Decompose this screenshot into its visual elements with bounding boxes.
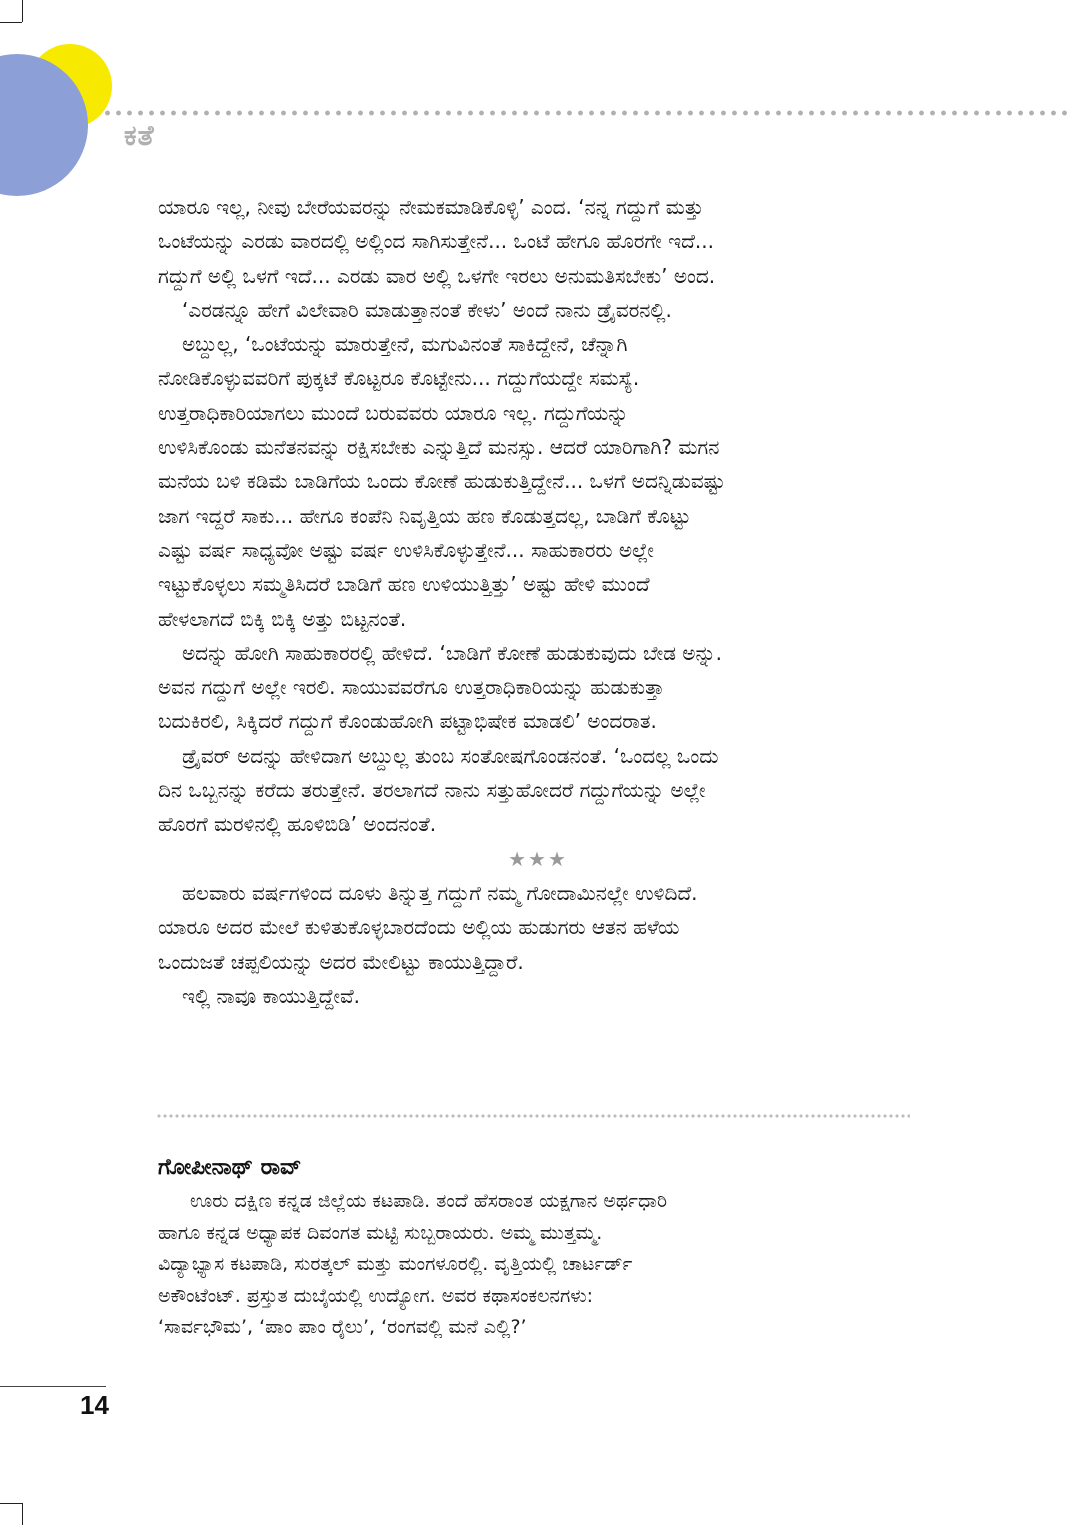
story-line: ಯಾರೂ ಇಲ್ಲ, ನೀವು ಬೇರೆಯವರನ್ನು ನೇಮಕಮಾಡಿಕೊಳ್ಳಿ’ ಎಂದ. ‘ನನ್ನ ಗದ್ದುಗೆ ಮತ್ತು bbox=[158, 195, 704, 219]
crop-mark-bottom-left-horizontal bbox=[0, 1503, 22, 1504]
story-line: ಯಾರೂ ಅದರ ಮೇಲೆ ಕುಳಿತುಕೊಳ್ಳಬಾರದೆಂದು ಅಲ್ಲಿಯ ಹುಡುಗರು ಆತನ ಹಳೆಯ bbox=[158, 915, 680, 940]
story-line: ಹೇಳಲಾಗದೆ ಬಿಕ್ಕಿ ಬಿಕ್ಕಿ ಅತ್ತು ಬಿಟ್ಟನಂತೆ. bbox=[158, 606, 407, 631]
author-dotted-rule bbox=[156, 1114, 910, 1118]
story-line: ಡ್ರೈವರ್ ಅದನ್ನು ಹೇಳಿದಾಗ ಅಬ್ದುಲ್ಲ ತುಂಬ ಸಂತೋಷಗೊಂಡನಂತೆ. ‘ಒಂದಲ್ಲ ಒಂದು bbox=[182, 743, 719, 768]
story-line: ದಿನ ಒಬ್ಬನನ್ನು ಕರೆದು ತರುತ್ತೇನೆ. ತರಲಾಗದೆ ನಾನು ಸತ್ತುಹೋದರೆ ಗದ್ದುಗೆಯನ್ನು ಅಲ್ಲೇ bbox=[158, 778, 706, 803]
story-line: ಗದ್ದುಗೆ ಅಲ್ಲಿ ಒಳಗೆ ಇದೆ... ಎರಡು ವಾರ ಅಲ್ಲಿ ಒಳಗೇ ಇರಲು ಅನುಮತಿಸಬೇಕು’ ಅಂದ. bbox=[158, 263, 716, 288]
author-bio-line: ‘ಸಾರ್ವಭೌಮ’, ‘ಪಾಂ ಪಾಂ ರೈಲು’, ‘ರಂಗವಲ್ಲಿ ಮನೆ ಎಲ್ಲಿ?’ bbox=[158, 1316, 527, 1338]
section-title: ಕತೆ bbox=[124, 119, 155, 152]
page-number: 14 bbox=[80, 1390, 109, 1420]
story-line: ಹಲವಾರು ವರ್ಷಗಳಿಂದ ದೂಳು ತಿನ್ನುತ್ತ ಗದ್ದುಗೆ ನಮ್ಮ ಗೋದಾಮಿನಲ್ಲೇ ಉಳಿದಿದೆ. bbox=[182, 880, 698, 905]
author-bio-line: ವಿದ್ಯಾಭ್ಯಾಸ ಕಟಪಾಡಿ, ಸುರತ್ಕಲ್ ಮತ್ತು ಮಂಗಳೂರಲ್ಲಿ. ವೃತ್ತಿಯಲ್ಲಿ ಚಾರ್ಟರ್ಡ್ bbox=[158, 1253, 633, 1275]
story-line: ಅವನ ಗದ್ದುಗೆ ಅಲ್ಲೇ ಇರಲಿ. ಸಾಯುವವರೆಗೂ ಉತ್ತರಾಧಿಕಾರಿಯನ್ನು ಹುಡುಕುತ್ತಾ bbox=[158, 675, 665, 700]
story-line: ಅಬ್ದುಲ್ಲ, ‘ಒಂಟೆಯನ್ನು ಮಾರುತ್ತೇನೆ, ಮಗುವಿನಂತೆ ಸಾಕಿದ್ದೇನೆ, ಚೆನ್ನಾಗಿ bbox=[182, 332, 628, 357]
author-bio bbox=[158, 1186, 918, 1344]
story-body bbox=[158, 190, 918, 1013]
story-line: ಜಾಗ ಇದ್ದರೆ ಸಾಕು... ಹೇಗೂ ಕಂಪೆನಿ ನಿವೃತ್ತಿಯ ಹಣ ಕೊಡುತ್ತದಲ್ಲ, ಬಾಡಿಗೆ ಕೊಟ್ಟು bbox=[158, 503, 691, 528]
story-line: ಉಳಿಸಿಕೊಂಡು ಮನೆತನವನ್ನು ರಕ್ಷಿಸಬೇಕು ಎನ್ನುತ್ತಿದೆ ಮನಸ್ಸು. ಆದರೆ ಯಾರಿಗಾಗಿ? ಮಗನ bbox=[158, 435, 720, 460]
author-bio-line: ಊರು ದಕ್ಷಿಣ ಕನ್ನಡ ಜಿಲ್ಲೆಯ ಕಟಪಾಡಿ. ತಂದೆ ಹೆಸರಾಂತ ಯಕ್ಷಗಾನ ಅರ್ಥಧಾರಿ bbox=[190, 1190, 668, 1212]
story-line: ಒಂಟೆಯನ್ನು ಎರಡು ವಾರದಲ್ಲಿ ಅಲ್ಲಿಂದ ಸಾಗಿಸುತ್ತೇನೆ... ಒಂಟೆ ಹೇಗೂ ಹೊರಗೇ ಇದೆ... bbox=[158, 229, 714, 254]
crop-mark-top-left-horizontal bbox=[0, 22, 22, 23]
story-line: ಬದುಕಿರಲಿ, ಸಿಕ್ಕಿದರೆ ಗದ್ದುಗೆ ಕೊಂಡುಹೋಗಿ ಪಟ್ಟಾಭಿಷೇಕ ಮಾಡಲಿ’ ಅಂದರಾತ. bbox=[158, 709, 657, 734]
crop-mark-top-left-vertical bbox=[22, 0, 23, 22]
section-separator-stars: ★★★ bbox=[508, 846, 568, 871]
author-bio-line: ಅಕೌಂಟೆಂಟ್. ಪ್ರಸ್ತುತ ದುಬೈಯಲ್ಲಿ ಉದ್ಯೋಗ. ಅವರ ಕಥಾಸಂಕಲನಗಳು: bbox=[158, 1284, 594, 1307]
author-bio-line: ಹಾಗೂ ಕನ್ನಡ ಅಧ್ಯಾಪಕ ದಿವಂಗತ ಮಟ್ಟಿ ಸುಬ್ಬರಾಯರು. ಅಮ್ಮ ಮುತ್ತಮ್ಮ. bbox=[158, 1221, 603, 1244]
author-name: ಗೋಪೀನಾಥ್ ರಾವ್ bbox=[158, 1155, 302, 1180]
story-line: ಮನೆಯ ಬಳಿ ಕಡಿಮೆ ಬಾಡಿಗೆಯ ಒಂದು ಕೋಣೆ ಹುಡುಕುತ್ತಿದ್ದೇನೆ... ಒಳಗೆ ಅದನ್ನಿಡುವಷ್ಟು bbox=[158, 469, 726, 494]
story-line: ಇಟ್ಟುಕೊಳ್ಳಲು ಸಮ್ಮತಿಸಿದರೆ ಬಾಡಿಗೆ ಹಣ ಉಳಿಯುತ್ತಿತ್ತು’ ಅಷ್ಟು ಹೇಳಿ ಮುಂದೆ bbox=[158, 572, 650, 597]
story-line: ಅದನ್ನು ಹೋಗಿ ಸಾಹುಕಾರರಲ್ಲಿ ಹೇಳಿದೆ. ‘ಬಾಡಿಗೆ ಕೋಣೆ ಹುಡುಕುವುದು ಬೇಡ ಅನ್ನು. bbox=[182, 640, 723, 665]
story-line: ಉತ್ತರಾಧಿಕಾರಿಯಾಗಲು ಮುಂದೆ ಬರುವವರು ಯಾರೂ ಇಲ್ಲ. ಗದ್ದುಗೆಯನ್ನು bbox=[158, 400, 629, 425]
header-dotted-rule bbox=[102, 110, 1072, 116]
story-line: ಎಷ್ಟು ವರ್ಷ ಸಾಧ್ಯವೋ ಅಷ್ಟು ವರ್ಷ ಉಳಿಸಿಕೊಳ್ಳುತ್ತೇನೆ... ಸಾಹುಕಾರರು ಅಲ್ಲೇ bbox=[158, 537, 654, 562]
story-line: ಹೊರಗೆ ಮರಳಿನಲ್ಲಿ ಹೂಳಿಬಿಡಿ’ ಅಂದನಂತೆ. bbox=[158, 812, 437, 837]
crop-mark-bottom-left-vertical bbox=[22, 1503, 23, 1525]
page-number-rule bbox=[0, 1386, 106, 1387]
story-line: ‘ಎರಡನ್ನೂ ಹೇಗೆ ವಿಲೇವಾರಿ ಮಾಡುತ್ತಾನಂತೆ ಕೇಳು’ ಅಂದೆ ನಾನು ಡ್ರೈವರನಲ್ಲಿ. bbox=[182, 297, 672, 322]
story-line: ಇಲ್ಲಿ ನಾವೂ ಕಾಯುತ್ತಿದ್ದೇವೆ. bbox=[182, 983, 361, 1008]
story-line: ನೋಡಿಕೊಳ್ಳುವವರಿಗೆ ಪುಕ್ಕಟೆ ಕೊಟ್ಟರೂ ಕೊಟ್ಟೇನು... ಗದ್ದುಗೆಯದ್ದೇ ಸಮಸ್ಯೆ. bbox=[158, 366, 640, 391]
story-line: ಒಂದುಜತೆ ಚಪ್ಪಲಿಯನ್ನು ಅದರ ಮೇಲಿಟ್ಟು ಕಾಯುತ್ತಿದ್ದಾರೆ. bbox=[158, 949, 524, 974]
